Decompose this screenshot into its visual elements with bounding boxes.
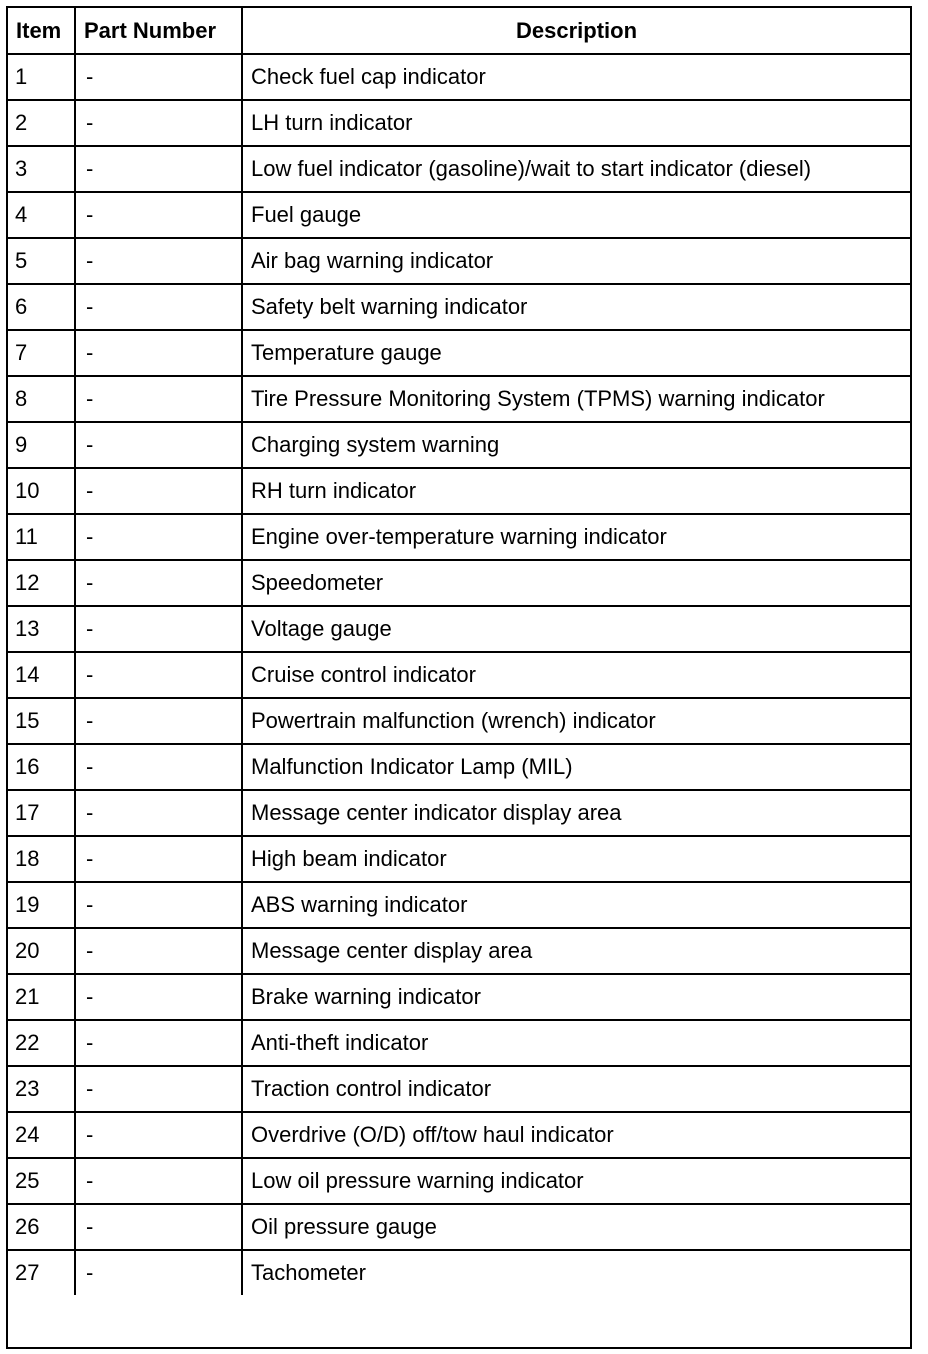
description-cell: LH turn indicator — [242, 100, 910, 146]
item-cell: 2 — [8, 100, 75, 146]
table-row — [8, 238, 910, 284]
table-header — [8, 8, 910, 54]
table-row — [8, 882, 910, 928]
part-number-cell: - — [75, 1204, 242, 1250]
part-number-cell: - — [75, 422, 242, 468]
description-cell: Powertrain malfunction (wrench) indicator — [242, 698, 910, 744]
description-cell: Cruise control indicator — [242, 652, 910, 698]
part-number-cell: - — [75, 284, 242, 330]
description-cell: Overdrive (O/D) off/tow haul indicator — [242, 1112, 910, 1158]
parts-table-container — [6, 6, 912, 1349]
table-row — [8, 928, 910, 974]
part-number-cell: - — [75, 1020, 242, 1066]
item-cell: 26 — [8, 1204, 75, 1250]
description-cell: Safety belt warning indicator — [242, 284, 910, 330]
item-cell: 10 — [8, 468, 75, 514]
part-number-cell: - — [75, 1250, 242, 1295]
table-row — [8, 146, 910, 192]
part-number-cell: - — [75, 652, 242, 698]
table-row — [8, 790, 910, 836]
part-number-cell: - — [75, 146, 242, 192]
part-number-cell: - — [75, 192, 242, 238]
item-cell: 21 — [8, 974, 75, 1020]
part-number-cell: - — [75, 238, 242, 284]
description-cell: Air bag warning indicator — [242, 238, 910, 284]
description-cell: Tire Pressure Monitoring System (TPMS) warning indicator — [242, 376, 910, 422]
table-row — [8, 1020, 910, 1066]
item-cell: 27 — [8, 1250, 75, 1295]
table-row — [8, 974, 910, 1020]
description-cell: High beam indicator — [242, 836, 910, 882]
part-number-cell: - — [75, 744, 242, 790]
table-row — [8, 560, 910, 606]
item-cell: 19 — [8, 882, 75, 928]
description-cell: RH turn indicator — [242, 468, 910, 514]
description-cell: Low fuel indicator (gasoline)/wait to start indicator (diesel) — [242, 146, 910, 192]
table-row — [8, 284, 910, 330]
description-cell: Engine over-temperature warning indicator — [242, 514, 910, 560]
part-number-cell: - — [75, 54, 242, 100]
part-number-cell: - — [75, 560, 242, 606]
table-body — [8, 54, 910, 1295]
description-cell: Traction control indicator — [242, 1066, 910, 1112]
description-cell: Low oil pressure warning indicator — [242, 1158, 910, 1204]
table-row — [8, 1158, 910, 1204]
description-cell: Temperature gauge — [242, 330, 910, 376]
table-row — [8, 606, 910, 652]
item-cell: 22 — [8, 1020, 75, 1066]
header-item: Item — [8, 8, 75, 54]
table-row — [8, 1066, 910, 1112]
table-row — [8, 514, 910, 560]
description-cell: Message center indicator display area — [242, 790, 910, 836]
item-cell: 6 — [8, 284, 75, 330]
table-row — [8, 330, 910, 376]
item-cell: 23 — [8, 1066, 75, 1112]
description-cell: Oil pressure gauge — [242, 1204, 910, 1250]
description-cell: Fuel gauge — [242, 192, 910, 238]
description-cell: Voltage gauge — [242, 606, 910, 652]
item-cell: 9 — [8, 422, 75, 468]
table-row — [8, 422, 910, 468]
part-number-cell: - — [75, 468, 242, 514]
item-cell: 8 — [8, 376, 75, 422]
part-number-cell: - — [75, 1158, 242, 1204]
part-number-cell: - — [75, 974, 242, 1020]
table-row — [8, 376, 910, 422]
part-number-cell: - — [75, 698, 242, 744]
item-cell: 7 — [8, 330, 75, 376]
table-row — [8, 1204, 910, 1250]
item-cell: 18 — [8, 836, 75, 882]
description-cell: Brake warning indicator — [242, 974, 910, 1020]
item-cell: 25 — [8, 1158, 75, 1204]
part-number-cell: - — [75, 836, 242, 882]
header-part-number: Part Number — [75, 8, 242, 54]
part-number-cell: - — [75, 1066, 242, 1112]
item-cell: 14 — [8, 652, 75, 698]
table-row — [8, 836, 910, 882]
part-number-cell: - — [75, 882, 242, 928]
table-row — [8, 1250, 910, 1295]
part-number-cell: - — [75, 790, 242, 836]
item-cell: 15 — [8, 698, 75, 744]
description-cell: Speedometer — [242, 560, 910, 606]
header-row — [8, 8, 910, 54]
item-cell: 3 — [8, 146, 75, 192]
table-row — [8, 100, 910, 146]
part-number-cell: - — [75, 1112, 242, 1158]
description-cell: Charging system warning — [242, 422, 910, 468]
item-cell: 11 — [8, 514, 75, 560]
description-cell: Message center display area — [242, 928, 910, 974]
table-row — [8, 652, 910, 698]
table-row — [8, 698, 910, 744]
table-row — [8, 468, 910, 514]
item-cell: 4 — [8, 192, 75, 238]
description-cell: Anti-theft indicator — [242, 1020, 910, 1066]
description-cell: Malfunction Indicator Lamp (MIL) — [242, 744, 910, 790]
item-cell: 20 — [8, 928, 75, 974]
part-number-cell: - — [75, 330, 242, 376]
part-number-cell: - — [75, 376, 242, 422]
item-cell: 5 — [8, 238, 75, 284]
table-row — [8, 54, 910, 100]
part-number-cell: - — [75, 100, 242, 146]
part-number-cell: - — [75, 928, 242, 974]
item-cell: 24 — [8, 1112, 75, 1158]
description-cell: ABS warning indicator — [242, 882, 910, 928]
parts-table — [8, 8, 910, 1295]
table-row — [8, 192, 910, 238]
header-description: Description — [242, 8, 910, 54]
table-row — [8, 744, 910, 790]
description-cell: Tachometer — [242, 1250, 910, 1295]
item-cell: 17 — [8, 790, 75, 836]
item-cell: 12 — [8, 560, 75, 606]
part-number-cell: - — [75, 606, 242, 652]
description-cell: Check fuel cap indicator — [242, 54, 910, 100]
item-cell: 1 — [8, 54, 75, 100]
table-row — [8, 1112, 910, 1158]
item-cell: 16 — [8, 744, 75, 790]
item-cell: 13 — [8, 606, 75, 652]
part-number-cell: - — [75, 514, 242, 560]
